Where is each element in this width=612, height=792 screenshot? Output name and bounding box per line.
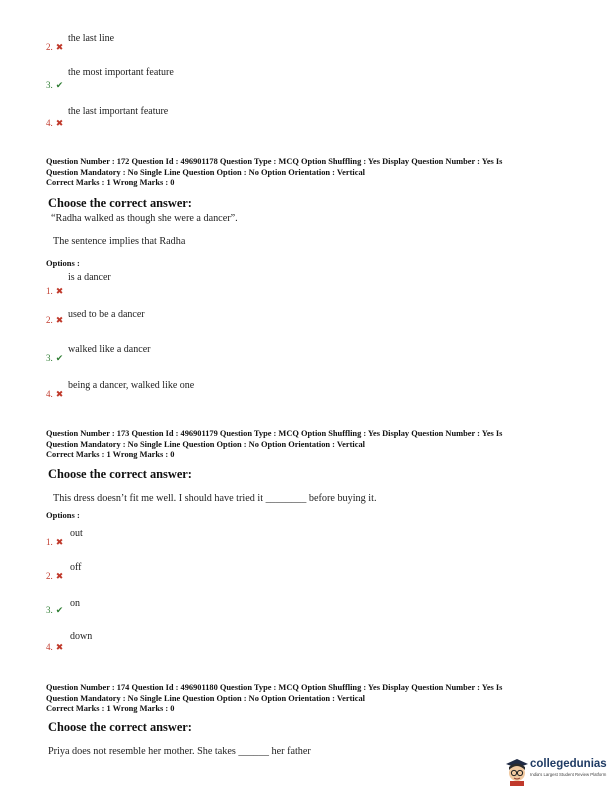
cross-icon: ✖ <box>55 389 64 399</box>
cross-icon: ✖ <box>55 642 64 652</box>
student-mascot-icon <box>504 756 530 786</box>
option-number: 1. ✖ <box>46 286 64 296</box>
option-text: the most important feature <box>68 67 174 78</box>
option-number: 4. ✖ <box>46 118 64 128</box>
cross-icon: ✖ <box>55 315 64 325</box>
question-meta: Question Number : 173 Question Id : 496901179 Question Type : MCQ Option Shuffling : Yes Display Question Number : Yes Is Question Mandatory : No Single Line Question Option : No Option Orientation : Vertical Correct Marks : 1 Wrong Marks : 0 <box>46 429 503 460</box>
check-icon: ✔ <box>55 605 64 615</box>
cross-icon: ✖ <box>55 286 64 296</box>
check-icon: ✔ <box>55 353 64 363</box>
option-number: 4. ✖ <box>46 642 64 652</box>
option-number: 2. ✖ <box>46 315 64 325</box>
question-text: Priya does not resemble her mother. She takes ______ her father <box>48 746 311 757</box>
option-text: the last line <box>68 33 115 44</box>
option-number: 2. ✖ <box>46 42 64 52</box>
option-number: 3. ✔ <box>46 353 64 363</box>
option-number: 1. ✖ <box>46 537 64 547</box>
option-text: the last important feature <box>68 106 169 117</box>
option-number: 4. ✖ <box>46 389 64 399</box>
cross-icon: ✖ <box>55 537 64 547</box>
question-meta: Question Number : 172 Question Id : 496901178 Question Type : MCQ Option Shuffling : Yes Display Question Number : Yes Is Question Mandatory : No Single Line Question Option : No Option Orientation : Vertical Correct Marks : 1 Wrong Marks : 0 <box>46 157 503 188</box>
option-text: being a dancer, walked like one <box>68 380 195 391</box>
option-number: 3. ✔ <box>46 80 64 90</box>
option-number: 2. ✖ <box>46 571 64 581</box>
question-text: The sentence implies that Radha <box>53 236 186 247</box>
cross-icon: ✖ <box>55 571 64 581</box>
question-text: This dress doesn’t fit me well. I should have tried it ________ before buying it. <box>53 493 377 504</box>
check-icon: ✔ <box>55 80 64 90</box>
option-text: down <box>70 631 93 642</box>
collegedunia-logo <box>504 756 612 786</box>
question-meta: Question Number : 174 Question Id : 496901180 Question Type : MCQ Option Shuffling : Yes Display Question Number : Yes Is Question Mandatory : No Single Line Question Option : No Option Orientation : Vertical Correct Marks : 1 Wrong Marks : 0 <box>46 683 503 714</box>
option-text: on <box>70 598 80 609</box>
option-text: walked like a dancer <box>68 344 151 355</box>
option-number: 3. ✔ <box>46 605 64 615</box>
logo-name: collegedunias <box>530 758 607 770</box>
question-heading: Choose the correct answer: <box>48 467 192 481</box>
option-text: off <box>70 562 82 573</box>
option-text: is a dancer <box>68 272 111 283</box>
options-label: Options : <box>46 510 80 520</box>
option-text: out <box>70 528 83 539</box>
cross-icon: ✖ <box>55 42 64 52</box>
cross-icon: ✖ <box>55 118 64 128</box>
logo-tagline: India's Largest Student Review Platform <box>530 772 607 777</box>
question-heading: Choose the correct answer: <box>48 196 192 210</box>
question-text: “Radha walked as though she were a dancer”. <box>51 213 238 224</box>
option-text: used to be a dancer <box>68 309 145 320</box>
options-label: Options : <box>46 258 80 268</box>
question-heading: Choose the correct answer: <box>48 720 192 734</box>
